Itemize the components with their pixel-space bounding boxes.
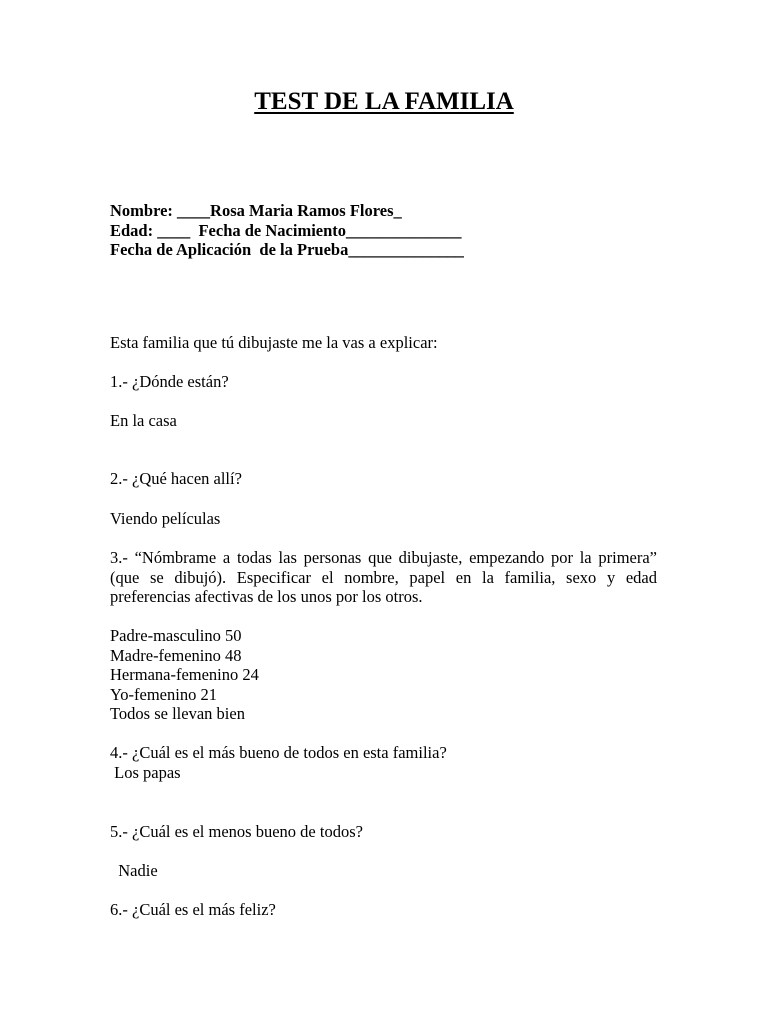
question-2: 2.- ¿Qué hacen allí? bbox=[110, 469, 242, 488]
nombre-field: Nombre: ____Rosa Maria Ramos Flores_ bbox=[110, 201, 402, 220]
question-6: 6.- ¿Cuál es el más feliz? bbox=[110, 900, 276, 919]
edad-field: Edad: ____ Fecha de Nacimiento______________ bbox=[110, 220, 462, 240]
list-item: Yo-femenino 21 bbox=[110, 684, 217, 704]
list-item: Hermana-femenino 24 bbox=[110, 665, 259, 684]
answer-5: Nadie bbox=[110, 861, 158, 880]
document-title: TEST DE LA FAMILIA bbox=[254, 88, 514, 115]
intro-text: Esta familia que tú dibujaste me la vas a explicar: bbox=[110, 333, 438, 352]
question-3: 3.- “Nómbrame a todas las personas que dibujaste, empezando por la primera” (que se dibujó). Especificar el nombre, papel en la familia, sexo y edad preferencias afectivas de los unos por los otros. bbox=[110, 548, 657, 606]
answer-4: Los papas bbox=[110, 763, 181, 782]
list-item: Padre-masculino 50 bbox=[110, 626, 242, 645]
answer-2: Viendo películas bbox=[110, 509, 221, 528]
question-4: 4.- ¿Cuál es el más bueno de todos en esta familia? bbox=[110, 743, 447, 762]
question-1: 1.- ¿Dónde están? bbox=[110, 372, 229, 391]
header-fields bbox=[110, 201, 670, 260]
fecha-aplicacion-field: Fecha de Aplicación de la Prueba______________ bbox=[110, 240, 464, 259]
answer-3-list bbox=[110, 626, 259, 724]
answer-1: En la casa bbox=[110, 411, 177, 430]
list-item: Todos se llevan bien bbox=[110, 704, 245, 723]
list-item: Madre-femenino 48 bbox=[110, 645, 242, 665]
question-5: 5.- ¿Cuál es el menos bueno de todos? bbox=[110, 822, 363, 841]
